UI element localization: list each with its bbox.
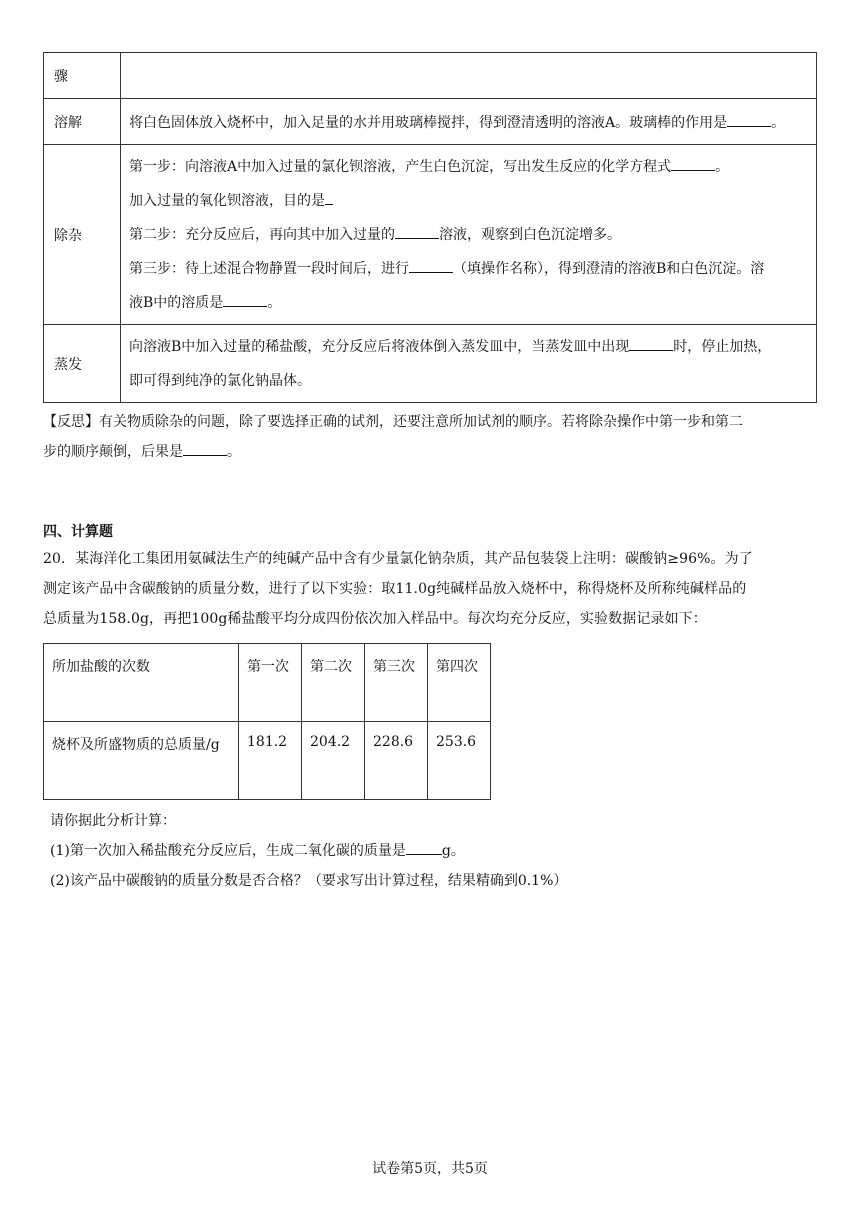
step-content-cell <box>121 53 817 99</box>
evaporate-line-1: 向溶液B中加入过量的稀盐酸，充分反应后将液体倒入蒸发皿中，当蒸发皿中出现 时，停止加热， <box>129 330 810 364</box>
row-label-cell: 烧杯及所盛物质的总质量/g <box>44 722 239 800</box>
experiment-data-table <box>43 643 491 800</box>
value-cell: 181.2 <box>239 722 302 800</box>
dissolve-text: 将白色固体放入烧杯中，加入足量的水并用玻璃棒搅拌，得到澄清透明的溶液A。玻璃棒的作用是 <box>129 114 728 131</box>
q20-line-3: 总质量为158.0g，再把100g稀盐酸平均分成四份依次加入样品中。每次均充分反应，实验数据记录如下： <box>43 611 707 627</box>
evaporate-label: 蒸发 <box>44 325 121 403</box>
table-row <box>44 53 817 99</box>
purify-label: 除杂 <box>44 145 121 325</box>
dissolve-text-end: 。 <box>771 114 786 131</box>
evaporate-line-2: 即可得到纯净的氯化钠晶体。 <box>129 372 311 389</box>
section-heading: 四、计算题 <box>43 524 113 540</box>
purify-line-4: 第三步：待上述混合物静置一段时间后，进行 （填操作名称），得到澄清的溶液B和白色沉淀。溶 <box>129 252 810 286</box>
purify-line-5: 液B中的溶质是 。 <box>129 286 810 320</box>
dissolve-content <box>121 99 817 145</box>
table-row <box>44 722 491 800</box>
question-2: (2)该产品中碳酸钠的质量分数是否合格？（要求写出计算过程，结果精确到0.1%） <box>50 873 568 889</box>
value-cell: 204.2 <box>302 722 365 800</box>
column-header: 第三次 <box>365 644 428 722</box>
column-header: 第一次 <box>239 644 302 722</box>
page-footer: 试卷第5页，共5页 <box>372 1161 488 1177</box>
purify-content <box>121 145 817 325</box>
q20-line-2: 测定该产品中含碳酸钠的质量分数，进行了以下实验：取11.0g纯碱样品放入烧杯中，称得烧杯及所称纯碱样品的 <box>43 581 747 597</box>
procedure-table <box>43 52 817 403</box>
purify-line-1: 第一步：向溶液A中加入过量的氯化钡溶液，产生白色沉淀，写出发生反应的化学方程式 。 <box>129 150 810 184</box>
reflection-line-2: 步的顺序颠倒，后果是 。 <box>43 437 823 467</box>
column-header: 第二次 <box>302 644 365 722</box>
purify-line-3: 第二步：充分反应后，再向其中加入过量的 溶液，观察到白色沉淀增多。 <box>129 218 810 252</box>
header-label-cell: 所加盐酸的次数 <box>44 644 239 722</box>
questions-intro: 请你据此分析计算： <box>50 813 176 829</box>
table-row <box>44 325 817 403</box>
table-row <box>44 145 817 325</box>
questions-block <box>50 806 830 896</box>
reflection-paragraph <box>43 407 823 467</box>
column-header: 第四次 <box>428 644 491 722</box>
table-header-row <box>44 644 491 722</box>
reflection-line-1: 【反思】有关物质除杂的问题，除了要选择正确的试剂，还要注意所加试剂的顺序。若将除杂操作中第一步和第二 <box>43 414 743 430</box>
dissolve-label: 溶解 <box>44 99 121 145</box>
question-1: (1)第一次加入稀盐酸充分反应后，生成二氧化碳的质量是 g。 <box>50 836 830 866</box>
purify-line-2: 加入过量的氧化钡溶液，目的是 <box>129 184 810 218</box>
value-cell: 253.6 <box>428 722 491 800</box>
question-20 <box>43 544 823 634</box>
table-row <box>44 99 817 145</box>
evaporate-content <box>121 325 817 403</box>
answer-blank <box>727 112 771 127</box>
step-label-cell: 骤 <box>44 53 121 99</box>
value-cell: 228.6 <box>365 722 428 800</box>
q20-line-1: 20．某海洋化工集团用氨碱法生产的纯碱产品中含有少量氯化钠杂质，其产品包装袋上注明：碳酸钠≥96%。为了 <box>43 551 753 567</box>
